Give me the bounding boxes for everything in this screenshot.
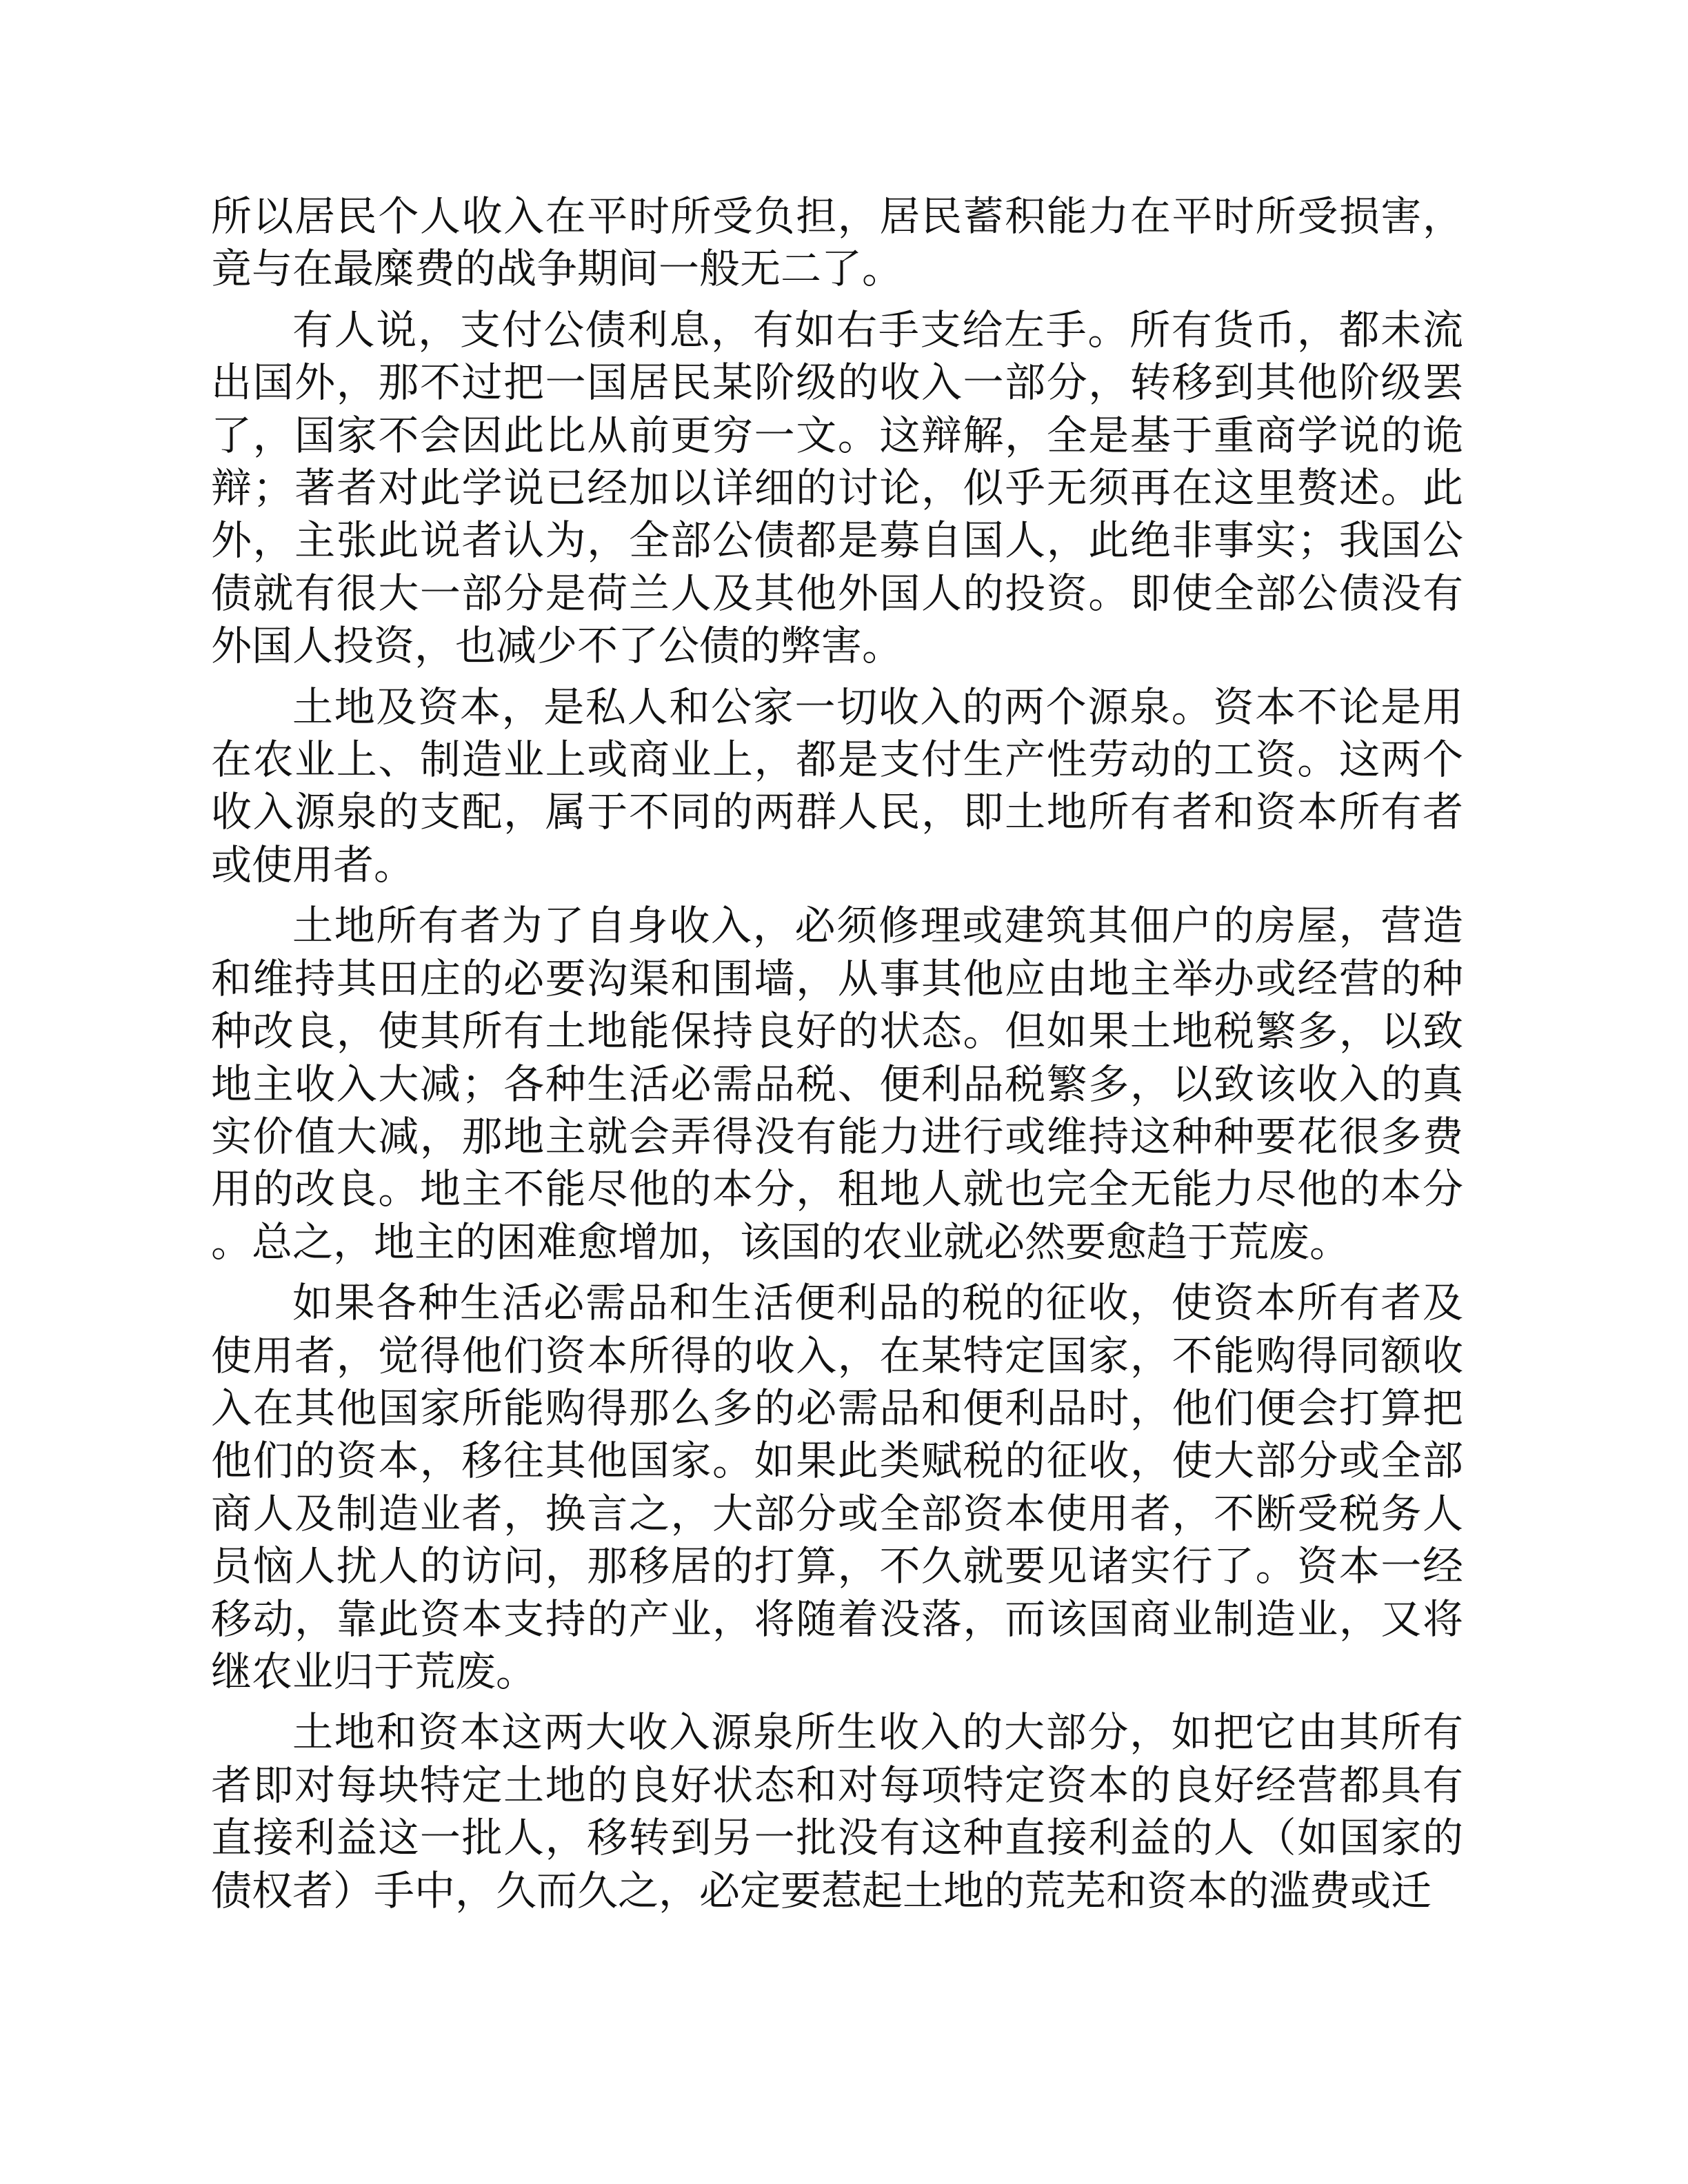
paragraph-5: 如果各种生活必需品和生活便利品的税的征收，使资本所有者及使用者，觉得他们资本所得的收入，在某特定国家，不能购得同额收入在其他国家所能购得那么多的必需品和便利品时，他们便会打算把他们的资本，移往其他国家。如果此类赋税的征收，使大部分或全部商人及制造业者，换言之，大部分或全部资本使用者，不断受税务人员恼人扰人的访问，那移居的打算，不久就要见诸实行了。资本一经移动，靠此资本支持的产业，将随着没落，而该国商业制造业，又将继农业归于荒废。 [211, 1279, 1463, 1695]
body-text [211, 190, 1463, 1925]
paragraph-1: 所以居民个人收入在平时所受负担，居民蓄积能力在平时所受损害，竟与在最糜费的战争期间一般无二了。 [211, 192, 1463, 293]
paragraph-3: 土地及资本，是私人和公家一切收入的两个源泉。资本不论是用在农业上、制造业上或商业上，都是支付生产性劳动的工资。这两个收入源泉的支配，属于不同的两群人民，即土地所有者和资本所有者或使用者。 [211, 682, 1463, 889]
paragraph-6: 土地和资本这两大收入源泉所生收入的大部分，如把它由其所有者即对每块特定土地的良好状态和对每项特定资本的良好经营都具有直接利益这一批人，移转到另一批没有这种直接利益的人（如国家的债权者）手中，久而久之，必定要惹起土地的荒芜和资本的滥费或迁 [211, 1708, 1463, 1914]
paragraph-4: 土地所有者为了自身收入，必须修理或建筑其佃户的房屋，营造和维持其田庄的必要沟渠和围墙，从事其他应由地主举办或经营的种种改良，使其所有土地能保持良好的状态。但如果土地税繁多，以致地主收入大减；各种生活必需品税、便利品税繁多，以致该收入的真实价值大减，那地主就会弄得没有能力进行或维持这种种要花很多费用的改良。地主不能尽他的本分，租地人就也完全无能力尽他的本分。总之，地主的困难愈增加，该国的农业就必然要愈趋于荒废。 [211, 902, 1463, 1266]
paragraph-2: 有人说，支付公债利息，有如右手支给左手。所有货币，都未流出国外，那不过把一国居民某阶级的收入一部分，转移到其他阶级罢了，国家不会因此比从前更穷一文。这辩解，全是基于重商学说的诡辩；著者对此学说已经加以详细的讨论，似乎无须再在这里赘述。此外，主张此说者认为，全部公债都是募自国人，此绝非事实；我国公债就有很大一部分是荷兰人及其他外国人的投资。即使全部公债没有外国人投资，也减少不了公债的弊害。 [211, 305, 1463, 670]
